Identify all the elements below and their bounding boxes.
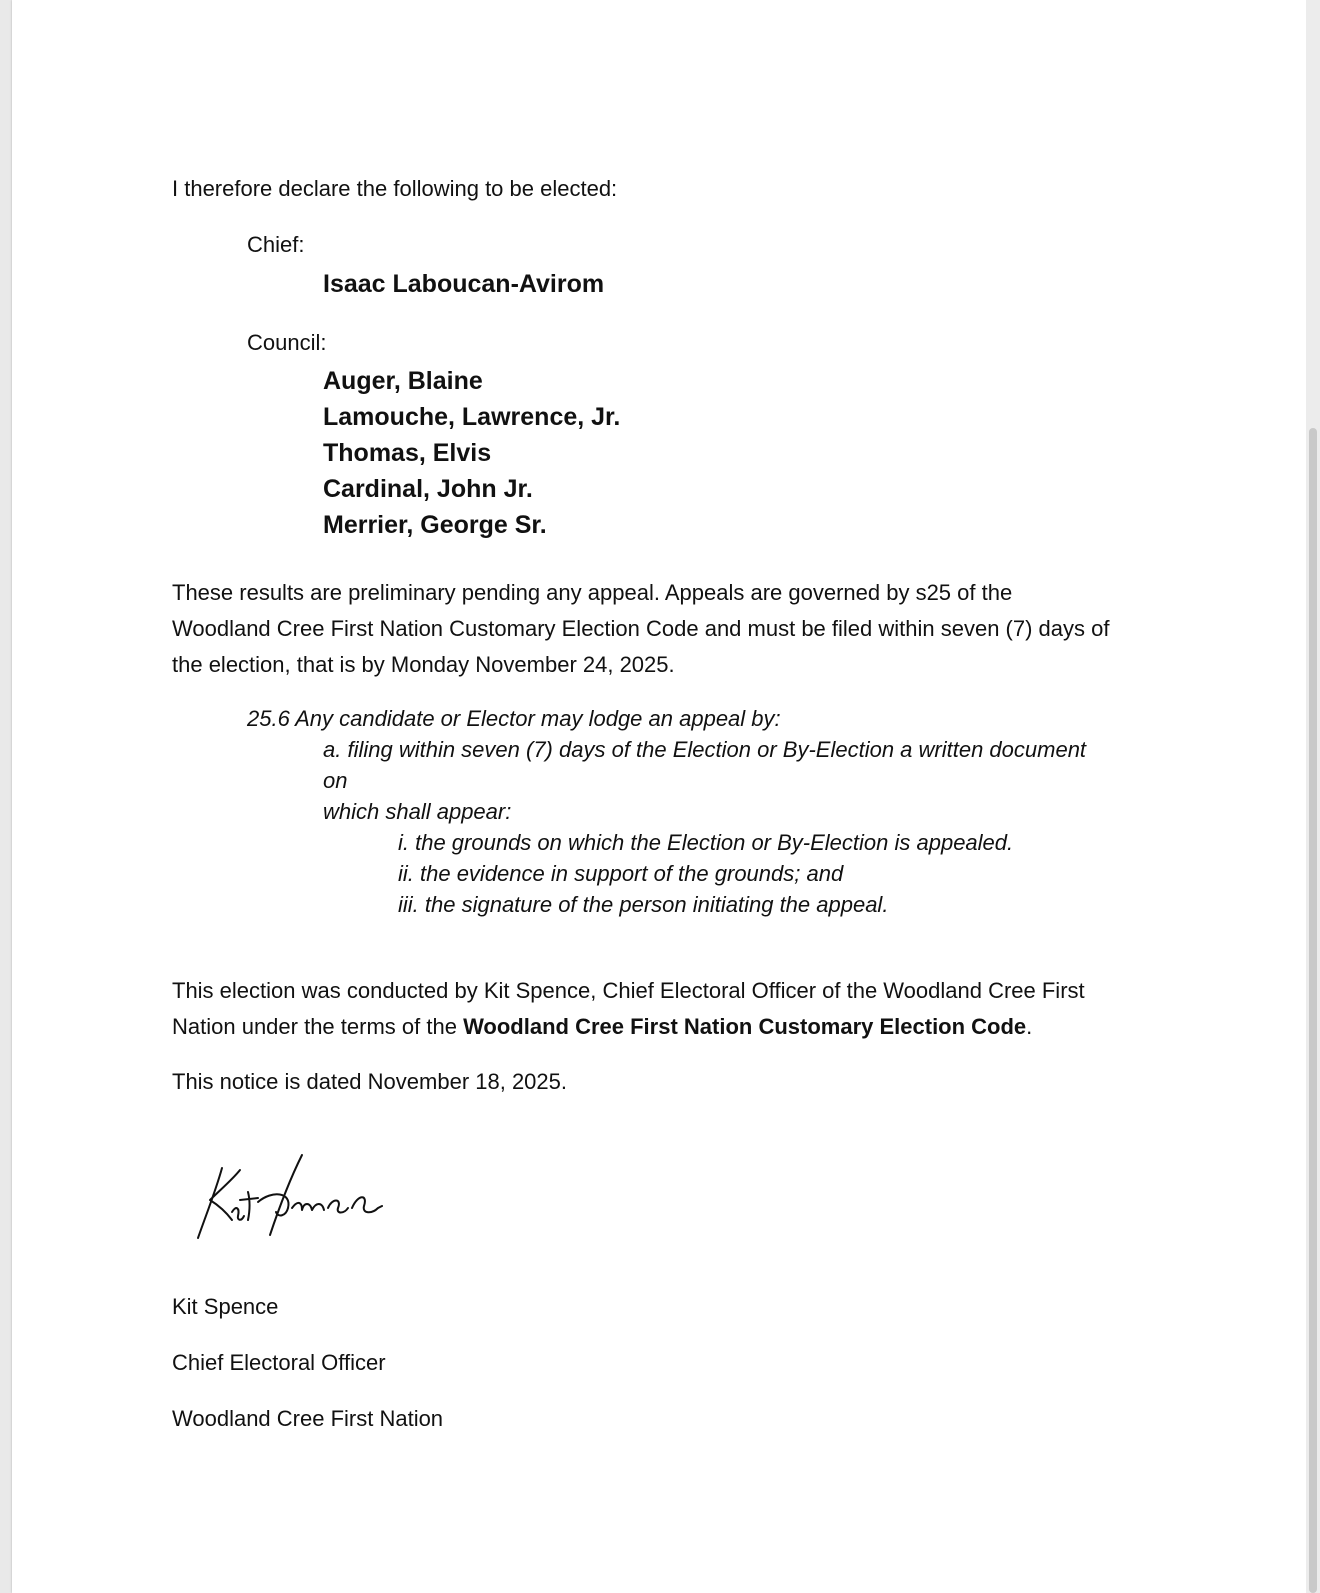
- appeal-clause-heading: 25.6 Any candidate or Elector may lodge an appeal by:: [247, 706, 781, 731]
- scrollbar-thumb[interactable]: [1309, 428, 1317, 1593]
- council-member: Thomas, Elvis: [323, 439, 492, 467]
- council-members-list: [323, 363, 620, 543]
- results-line: Woodland Cree First Nation Customary Election Code and must be filed within seven (7) days of: [172, 616, 1110, 641]
- signatory-organization: Woodland Cree First Nation: [172, 1406, 444, 1431]
- dated-notice: This notice is dated November 18, 2025.: [172, 1069, 568, 1094]
- chief-name: Isaac Laboucan-Avirom: [323, 270, 605, 298]
- appeal-item-a-cont: which shall appear:: [323, 799, 512, 824]
- council-member: Lamouche, Lawrence, Jr.: [323, 403, 621, 431]
- conducted-line: This election was conducted by Kit Spence, Chief Electoral Officer of the Woodland Cree First: [172, 978, 1085, 1003]
- appeal-sub-item: i. the grounds on which the Election or By-Election is appealed.: [398, 830, 1014, 855]
- council-member: Cardinal, John Jr.: [323, 475, 533, 503]
- results-line: These results are preliminary pending any appeal. Appeals are governed by s25 of the: [172, 580, 1013, 605]
- council-member: Auger, Blaine: [323, 367, 483, 395]
- council-label: Council:: [247, 330, 327, 355]
- appeal-item-a-cont: on: [323, 768, 348, 793]
- appeal-item-a: a. filing within seven (7) days of the Election or By-Election a written document: [323, 737, 1087, 762]
- council-member: Merrier, George Sr.: [323, 511, 547, 539]
- signature-image: [192, 1150, 392, 1245]
- results-paragraph: [172, 575, 1162, 683]
- election-code-title: Woodland Cree First Nation Customary Election Code: [463, 1014, 1027, 1039]
- conducted-paragraph: [172, 973, 1162, 1045]
- declaration-intro: I therefore declare the following to be elected:: [172, 176, 618, 201]
- conducted-line: [172, 1009, 1162, 1045]
- conducted-text: Nation under the terms of the: [172, 1014, 464, 1039]
- appeal-sub-item: ii. the evidence in support of the grounds; and: [398, 861, 844, 886]
- appeal-sub-item: iii. the signature of the person initiating the appeal.: [398, 892, 889, 917]
- chief-label: Chief:: [247, 232, 305, 257]
- document-page: [12, 0, 1310, 1593]
- conducted-text: .: [1026, 1014, 1033, 1039]
- results-line: the election, that is by Monday November 24, 2025.: [172, 652, 675, 677]
- signatory-name: Kit Spence: [172, 1294, 279, 1319]
- signatory-title: Chief Electoral Officer: [172, 1350, 386, 1375]
- vertical-scrollbar[interactable]: [1306, 0, 1320, 1593]
